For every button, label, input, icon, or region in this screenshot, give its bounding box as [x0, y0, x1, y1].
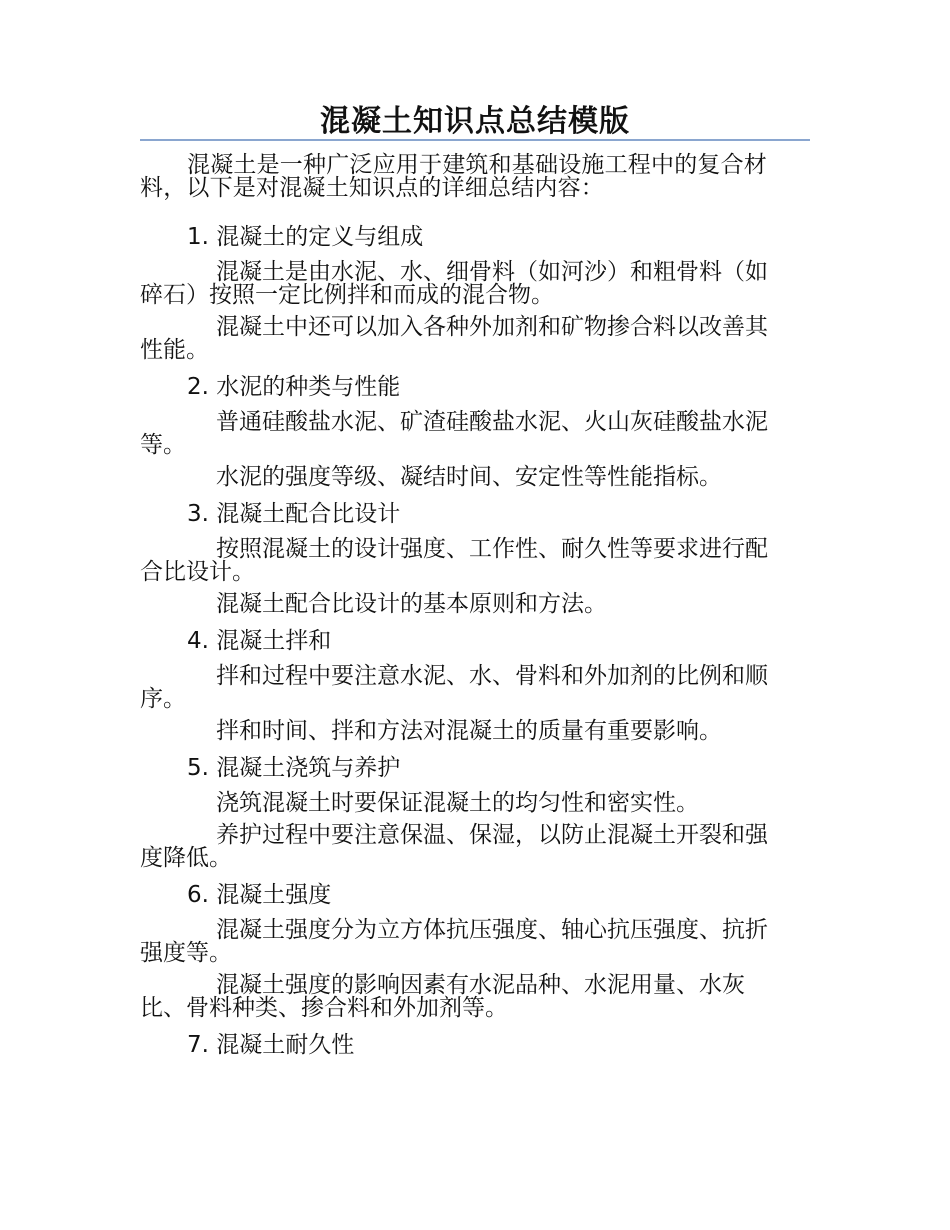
title-underline	[140, 139, 810, 141]
section-paragraph: 混凝土强度分为立方体抗压强度、轴心抗压强度、抗折强度等。	[140, 917, 768, 966]
section-1	[140, 222, 810, 362]
section-paragraph: 混凝土中还可以加入各种外加剂和矿物掺合料以改善其性能。	[140, 314, 768, 363]
spacer	[140, 200, 810, 212]
section-4	[140, 626, 810, 743]
section-heading: 2. 水泥的种类与性能	[187, 374, 401, 400]
document-title: 混凝土知识点总结模版	[320, 104, 630, 139]
section-5	[140, 753, 810, 870]
section-heading: 1. 混凝土的定义与组成	[187, 224, 424, 250]
section-heading: 3. 混凝土配合比设计	[187, 501, 401, 527]
section-heading: 4. 混凝土拌和	[187, 628, 332, 654]
section-paragraph: 混凝土强度的影响因素有水泥品种、水泥用量、水灰比、骨料种类、掺合料和外加剂等。	[140, 972, 745, 1021]
section-heading: 5. 混凝土浇筑与养护	[187, 755, 401, 781]
section-paragraph: 拌和过程中要注意水泥、水、骨料和外加剂的比例和顺序。	[140, 663, 768, 712]
section-paragraph: 拌和时间、拌和方法对混凝土的质量有重要影响。	[216, 718, 722, 744]
document-body	[140, 154, 810, 1060]
section-3	[140, 499, 810, 616]
section-paragraph: 混凝土配合比设计的基本原则和方法。	[216, 591, 607, 617]
section-paragraph: 按照混凝土的设计强度、工作性、耐久性等要求进行配合比设计。	[140, 536, 768, 585]
section-heading: 7. 混凝土耐久性	[187, 1032, 355, 1058]
section-6	[140, 880, 810, 1020]
section-heading: 6. 混凝土强度	[187, 882, 332, 908]
section-paragraph: 浇筑混凝土时要保证混凝土的均匀性和密实性。	[216, 790, 699, 816]
section-paragraph: 养护过程中要注意保温、保湿，以防止混凝土开裂和强度降低。	[140, 822, 768, 871]
section-paragraph: 普通硅酸盐水泥、矿渣硅酸盐水泥、火山灰硅酸盐水泥等。	[140, 409, 768, 458]
section-7	[140, 1030, 810, 1060]
intro-paragraph: 混凝土是一种广泛应用于建筑和基础设施工程中的复合材料，以下是对混凝土知识点的详细总结内容：	[140, 152, 767, 201]
section-2	[140, 372, 810, 489]
section-paragraph: 混凝土是由水泥、水、细骨料（如河沙）和粗骨料（如碎石）按照一定比例拌和而成的混合物。	[140, 259, 768, 308]
section-paragraph: 水泥的强度等级、凝结时间、安定性等性能指标。	[216, 464, 722, 490]
